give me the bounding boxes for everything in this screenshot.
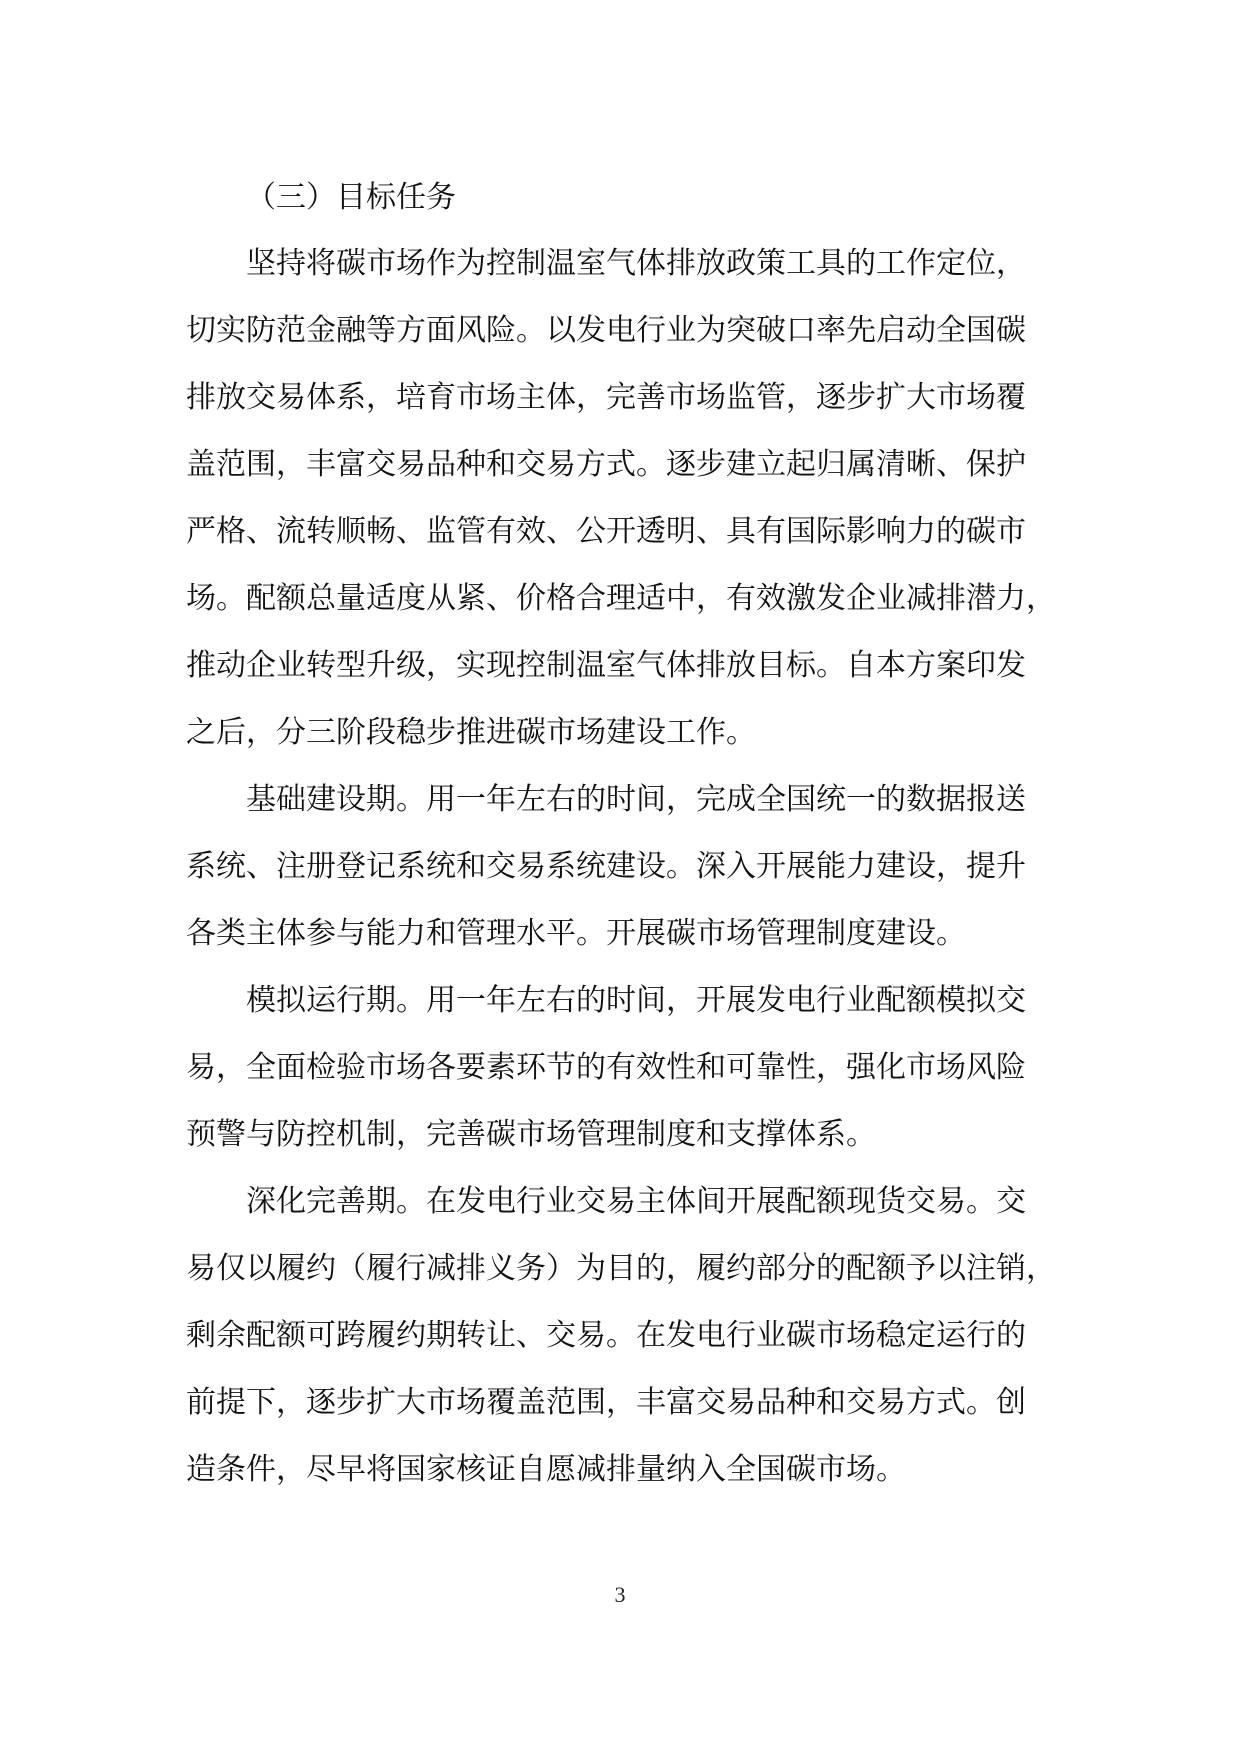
- paragraph-line: 造条件，尽早将国家核证自愿减排量纳入全国碳市场。: [186, 1452, 906, 1487]
- paragraph-simulation-period: [186, 967, 1058, 1168]
- paragraph-line: 场。配额总量适度从紧、价格合理适中，有效激发企业减排潜力，: [186, 581, 1056, 616]
- paragraph-line: 模拟运行期。用一年左右的时间，开展发电行业配额模拟交: [246, 983, 1026, 1018]
- paragraph-line: 前提下，逐步扩大市场覆盖范围，丰富交易品种和交易方式。创: [186, 1385, 1026, 1420]
- paragraph-line: 深化完善期。在发电行业交易主体间开展配额现货交易。交: [246, 1184, 1026, 1219]
- page-number: 3: [614, 1582, 626, 1607]
- paragraph-line: 推动企业转型升级，实现控制温室气体排放目标。自本方案印发: [186, 648, 1026, 683]
- section-heading: （三）目标任务: [246, 180, 456, 215]
- paragraph-line: 易，全面检验市场各要素环节的有效性和可靠性，强化市场风险: [186, 1050, 1026, 1085]
- page-content: [186, 166, 1058, 1503]
- paragraph-line: 基础建设期。用一年左右的时间，完成全国统一的数据报送: [246, 782, 1026, 817]
- paragraph-line: 之后，分三阶段稳步推进碳市场建设工作。: [186, 715, 756, 750]
- paragraph-foundation-period: [186, 766, 1058, 967]
- paragraph-line: 剩余配额可跨履约期转让、交易。在发电行业碳市场稳定运行的: [186, 1318, 1026, 1353]
- paragraph-line: 严格、流转顺畅、监管有效、公开透明、具有国际影响力的碳市: [186, 514, 1026, 549]
- paragraph-line: 易仅以履约（履行减排义务）为目的，履约部分的配额予以注销，: [186, 1251, 1056, 1286]
- paragraph-line: 坚持将碳市场作为控制温室气体排放政策工具的工作定位，: [246, 246, 1026, 281]
- paragraph-line: 系统、注册登记系统和交易系统建设。深入开展能力建设，提升: [186, 849, 1026, 884]
- paragraph-goals: [186, 230, 1058, 766]
- paragraph-line: 各类主体参与能力和管理水平。开展碳市场管理制度建设。: [186, 916, 966, 951]
- paragraph-line: 盖范围，丰富交易品种和交易方式。逐步建立起归属清晰、保护: [186, 447, 1026, 482]
- paragraph-line: 排放交易体系，培育市场主体，完善市场监管，逐步扩大市场覆: [186, 380, 1026, 415]
- paragraph-deepening-period: [186, 1168, 1058, 1503]
- paragraph-line: 预警与防控机制，完善碳市场管理制度和支撑体系。: [186, 1117, 876, 1152]
- paragraph-line: 切实防范金融等方面风险。以发电行业为突破口率先启动全国碳: [186, 313, 1026, 348]
